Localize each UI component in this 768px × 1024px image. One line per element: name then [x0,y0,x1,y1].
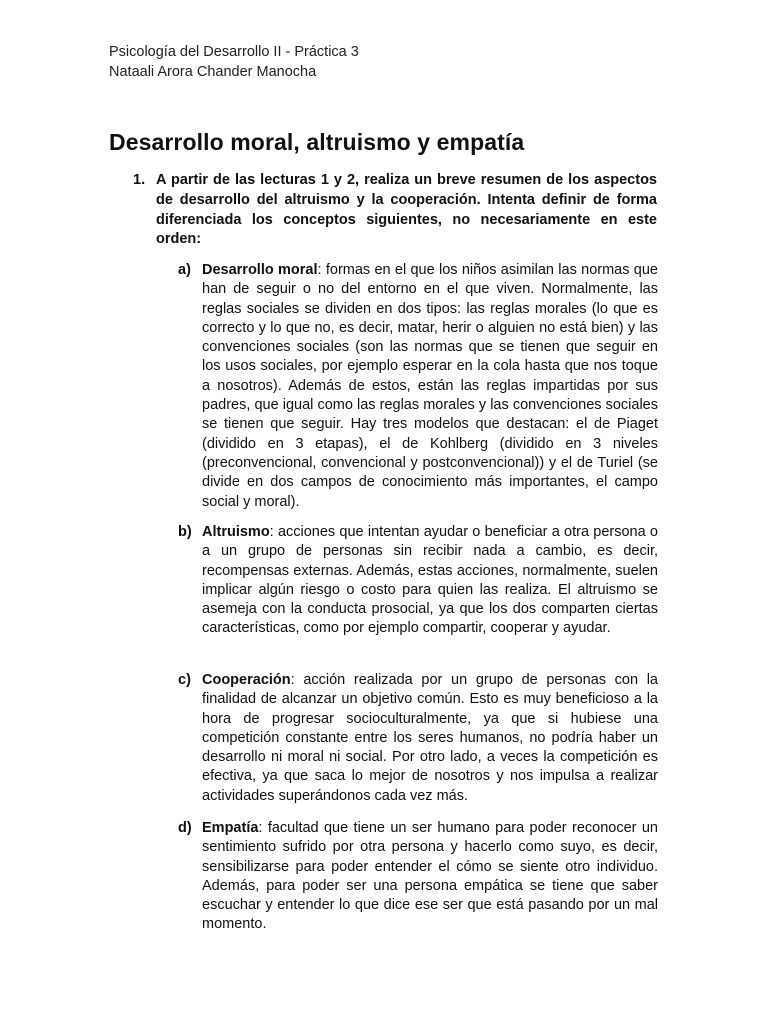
item-body [202,523,658,639]
list-item-empatia [178,819,658,935]
question-number: 1. [133,172,146,188]
question-1 [133,171,657,250]
item-body [202,261,658,512]
item-definition: : facultad que tiene un ser humano para poder reconocer un sentimiento sufrido por otra persona y hacerlo como suyo, es decir, sensibilizarse para poder entender el cómo se siente otro individuo. Además, para poder ser una persona empática se tiene que saber escuchar y entender lo que dice ese ser que está pasando por un mal momento. [202,820,658,933]
item-body [202,671,658,806]
item-term: Desarrollo moral [202,262,318,278]
author-header: Nataali Arora Chander Manocha [109,64,317,80]
list-item-desarrollo-moral [178,261,658,512]
item-definition: : acciones que intentan ayudar o beneficiar a otra persona o a un grupo de personas sin recibir nada a cambio, es decir, recompensas externas. Además, estas acciones, normalmente, suelen implicar algún riesgo o costo para quien las realiza. El altruismo se asemeja con la conducta prosocial, ya que los dos comparten ciertas características, como por ejemplo compartir, cooperar y ayudar. [202,524,658,637]
item-body [202,819,658,935]
course-header: Psicología del Desarrollo II - Práctica 3 [109,44,359,60]
item-term: Cooperación [202,672,291,688]
item-letter: d) [178,820,192,836]
list-item-cooperacion [178,671,658,806]
item-letter: c) [178,672,191,688]
question-text: A partir de las lecturas 1 y 2, realiza un breve resumen de los aspectos de desarrollo del altruismo y la cooperación. Intenta definir de forma diferenciada los conceptos siguientes, no necesariamente en este orden: [156,172,657,248]
item-term: Empatía [202,820,259,836]
item-letter: a) [178,262,191,278]
document-title: Desarrollo moral, altruismo y empatía [109,129,525,155]
item-term: Altruismo [202,524,270,540]
item-definition: : acción realizada por un grupo de personas con la finalidad de alcanzar un objetivo común. Esto es muy beneficioso a la hora de progresar socioculturalmente, ya que si hubiese una competición constante entre los seres humanos, no podría haber un desarrollo ni moral ni social. Por otro lado, a veces la competición es efectiva, ya que saca lo mejor de nosotros y nos impulsa a realizar actividades superándonos cada vez más. [202,672,658,804]
list-item-altruismo [178,523,658,639]
item-letter: b) [178,524,192,540]
item-definition: : formas en el que los niños asimilan las normas que han de seguir o no del entorno en el que viven. Normalmente, las reglas sociales se dividen en dos tipos: las reglas morales (lo que es correcto y lo que no, es decir, matar, herir o alguien no está bien) y las convenciones sociales (son las normas que se tienen que seguir en los usos sociales, por ejemplo esperar en la cola hasta que nos toque a nosotros). Además de estos, están las reglas impartidas por sus padres, que igual como las reglas morales y las convenciones sociales se tienen que seguir. Hay tres modelos que destacan: el de Piaget (dividido en 3 etapas), el de Kohlberg (dividido en 3 niveles (preconvencional, convencional y postconvencional)) y el de Turiel (se divide en dos campos de conocimiento más importantes, el campo social y moral). [202,262,658,510]
